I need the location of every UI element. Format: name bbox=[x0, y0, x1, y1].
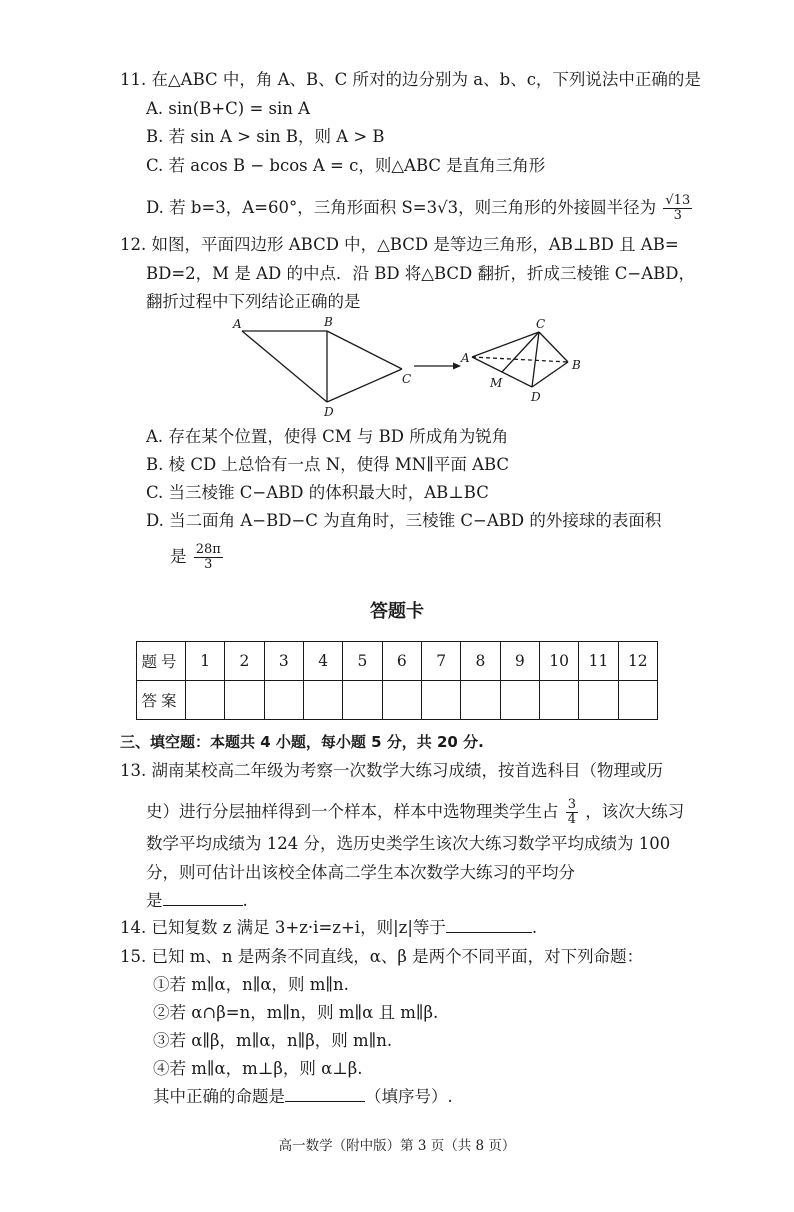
answer-card-answer-row bbox=[137, 681, 658, 720]
question-number-cell: 12 bbox=[618, 642, 657, 681]
label-d: D bbox=[324, 405, 334, 419]
answer-cell[interactable] bbox=[500, 681, 539, 720]
q12-stem-line3: 翻折过程中下列结论正确的是 bbox=[146, 292, 361, 311]
q12-figure-tetrahedron bbox=[460, 314, 590, 406]
q12-option-c: C. 当三棱锥 C−ABD 的体积最大时，AB⊥BC bbox=[146, 483, 489, 502]
edge-bc bbox=[327, 331, 402, 369]
answer-cell[interactable] bbox=[225, 681, 264, 720]
question-number-cell: 9 bbox=[500, 642, 539, 681]
question-number-cell: 2 bbox=[225, 642, 264, 681]
q15-answer-prompt: 其中正确的命题是 bbox=[153, 1087, 285, 1106]
section-3-heading: 三、填空题：本题共 4 小题，每小题 5 分，共 20 分. bbox=[120, 733, 484, 751]
q15-item-4: ④若 m∥α，m⊥β，则 α⊥β. bbox=[153, 1059, 363, 1078]
edge-ab-hidden bbox=[472, 357, 568, 362]
q15-answer-line bbox=[153, 1087, 453, 1107]
question-number-cell: 11 bbox=[579, 642, 618, 681]
page-footer: 高一数学（附中版）第 3 页（共 8 页） bbox=[278, 1138, 516, 1154]
q12-option-d: D. 当二面角 A−BD−C 为直角时，三棱锥 C−ABD 的外接球的表面积 bbox=[146, 511, 662, 530]
label-m: M bbox=[490, 376, 503, 390]
edge-bc bbox=[539, 332, 568, 362]
answer-cell[interactable] bbox=[303, 681, 342, 720]
q11-option-b: B. 若 sin A > sin B，则 A > B bbox=[146, 127, 385, 146]
q13-line2 bbox=[146, 798, 684, 827]
q11-option-d-fraction bbox=[663, 194, 692, 223]
label-c: C bbox=[402, 372, 412, 386]
question-number-cell: 5 bbox=[343, 642, 382, 681]
q12-option-b: B. 棱 CD 上总恰有一点 N，使得 MN∥平面 ABC bbox=[146, 455, 510, 474]
label-b: B bbox=[324, 315, 333, 329]
label-c: C bbox=[536, 317, 546, 331]
label-a: A bbox=[233, 317, 242, 331]
q12-option-d-fraction bbox=[194, 543, 223, 572]
q15-answer-blank[interactable] bbox=[285, 1087, 365, 1102]
q14-answer-blank[interactable] bbox=[446, 918, 532, 933]
label-a: A bbox=[461, 351, 470, 365]
answer-cell[interactable] bbox=[264, 681, 303, 720]
q12-option-a: A. 存在某个位置，使得 CM 与 BD 所成角为锐角 bbox=[146, 427, 509, 446]
q13-line1: 13. 湖南某校高二年级为考察一次数学大练习成绩，按首选科目（物理或历 bbox=[120, 761, 663, 780]
fraction-numerator: 3 bbox=[567, 797, 577, 812]
fraction-denominator: 3 bbox=[204, 557, 213, 572]
q15-item-1: ①若 m∥α，n∥α，则 m∥n. bbox=[153, 975, 349, 994]
edge-cd bbox=[327, 369, 402, 402]
answer-cell[interactable] bbox=[618, 681, 657, 720]
q12-stem-line1: 12. 如图，平面四边形 ABCD 中，△BCD 是等边三角形，AB⊥BD 且 AB= bbox=[120, 235, 679, 254]
answer-row-header: 答案 bbox=[137, 681, 186, 720]
edge-ac bbox=[472, 332, 539, 357]
answer-card-number-row bbox=[137, 642, 658, 681]
q12-option-d-tail: 是 bbox=[170, 547, 187, 566]
q15-item-2: ②若 α∩β=n，m∥n，则 m∥α 且 m∥β. bbox=[153, 1003, 439, 1022]
edge-cm bbox=[502, 332, 539, 372]
q12-option-d-cont bbox=[170, 543, 225, 572]
answer-cell[interactable] bbox=[461, 681, 500, 720]
q15-answer-tail: （填序号）. bbox=[365, 1087, 453, 1106]
answer-card-title: 答题卡 bbox=[370, 601, 424, 622]
q11-option-d bbox=[146, 194, 694, 223]
q13-fraction bbox=[566, 798, 578, 827]
q11-option-d-text: D. 若 b=3，A=60°，三角形面积 S=3√3，则三角形的外接圆半径为 bbox=[146, 198, 657, 217]
question-number-cell: 4 bbox=[303, 642, 342, 681]
question-number-cell: 8 bbox=[461, 642, 500, 681]
q13-line2-b: ，该次大练习 bbox=[585, 802, 685, 821]
question-number-cell: 7 bbox=[421, 642, 460, 681]
answer-cell[interactable] bbox=[382, 681, 421, 720]
q13-line5 bbox=[146, 891, 248, 911]
q13-answer-blank[interactable] bbox=[163, 891, 243, 906]
q11-stem: 11. 在△ABC 中，角 A、B、C 所对的边分别为 a、b、c，下列说法中正确的是 bbox=[120, 70, 701, 89]
fraction-numerator: √13 bbox=[665, 193, 691, 208]
answer-cell[interactable] bbox=[186, 681, 225, 720]
edge-bd bbox=[532, 362, 568, 387]
q13-line5-text: 是 bbox=[146, 891, 163, 910]
q13-line5-end: . bbox=[242, 891, 248, 910]
label-d: D bbox=[531, 390, 541, 404]
fraction-denominator: 3 bbox=[673, 208, 682, 223]
question-number-cell: 6 bbox=[382, 642, 421, 681]
q12-figure-planar bbox=[230, 314, 420, 424]
edge-ad bbox=[242, 331, 327, 402]
q13-line3: 数学平均成绩为 124 分，选历史类学生该次大练习数学平均成绩为 100 bbox=[146, 834, 671, 853]
q14-end: . bbox=[531, 918, 538, 937]
fraction-numerator: 28π bbox=[195, 542, 221, 557]
q11-option-c: C. 若 acos B − bcos A = c，则△ABC 是直角三角形 bbox=[146, 156, 546, 175]
fraction-denominator: 4 bbox=[567, 812, 577, 827]
answer-cell[interactable] bbox=[579, 681, 618, 720]
q13-line2-a: 史）进行分层抽样得到一个样本，样本中选物理类学生占 bbox=[146, 802, 559, 821]
question-number-cell: 3 bbox=[264, 642, 303, 681]
fold-arrow bbox=[413, 360, 463, 372]
q13-line4: 分，则可估计出该校全体高二学生本次数学大练习的平均分 bbox=[146, 863, 575, 882]
answer-card-table bbox=[136, 641, 658, 720]
answer-cell[interactable] bbox=[539, 681, 578, 720]
q14-text: 14. 已知复数 z 满足 3+z·i=z+i，则|z|等于 bbox=[120, 918, 446, 937]
label-b: B bbox=[572, 358, 581, 372]
answer-cell[interactable] bbox=[343, 681, 382, 720]
question-number-cell: 1 bbox=[186, 642, 225, 681]
edge-cd bbox=[532, 332, 539, 387]
number-row-header: 题号 bbox=[137, 642, 186, 681]
question-number-cell: 10 bbox=[539, 642, 578, 681]
q11-option-a: A. sin(B+C) = sin A bbox=[146, 99, 311, 118]
q15-stem: 15. 已知 m、n 是两条不同直线，α、β 是两个不同平面，对下列命题： bbox=[120, 947, 644, 966]
q14-line bbox=[120, 918, 537, 938]
answer-cell[interactable] bbox=[421, 681, 460, 720]
q15-item-3: ③若 α∥β，m∥α，n∥β，则 m∥n. bbox=[153, 1031, 393, 1050]
q12-stem-line2: BD=2，M 是 AD 的中点．沿 BD 将△BCD 翻折，折成三棱锥 C−ABD， bbox=[146, 264, 695, 283]
